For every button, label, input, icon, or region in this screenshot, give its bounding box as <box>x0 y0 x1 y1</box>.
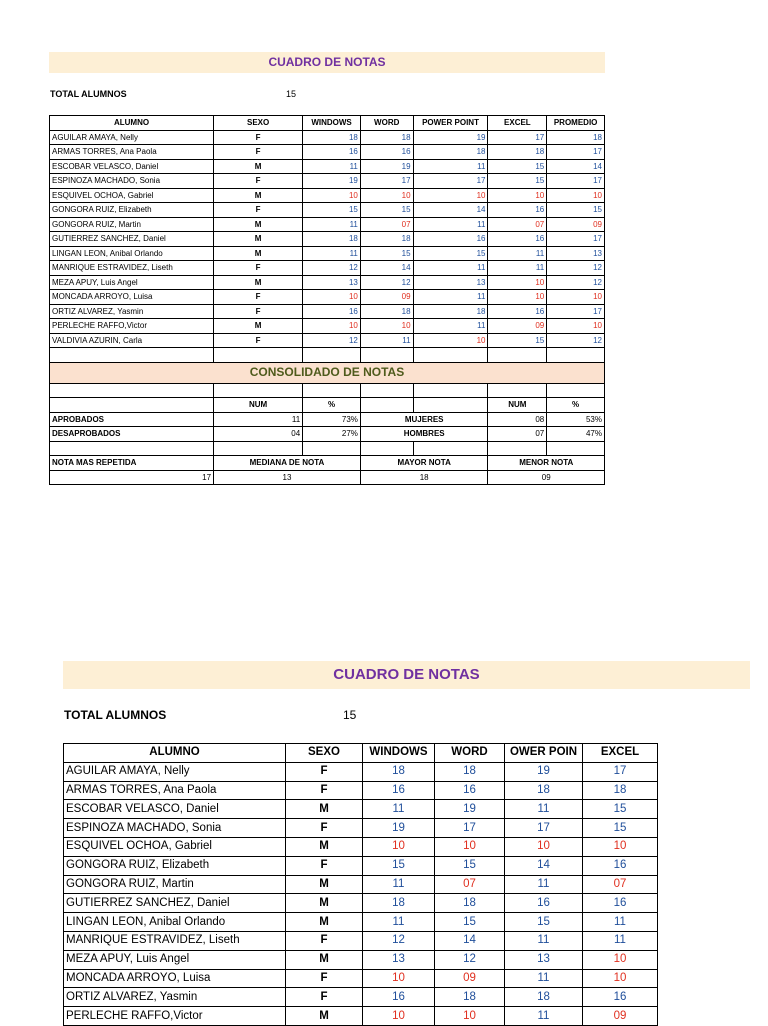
grade-excel: 16 <box>583 894 658 913</box>
grade-excel: 11 <box>488 246 547 261</box>
stats-value-row <box>50 470 605 485</box>
grade-promedio: 15 <box>547 203 605 218</box>
student-sex: F <box>214 333 303 348</box>
grade-promedio: 17 <box>547 232 605 247</box>
grade-power-point: 11 <box>413 290 488 305</box>
student-name: MONCADA ARROYO, Luisa <box>64 969 286 988</box>
grade-power-point: 19 <box>505 762 583 781</box>
grade-word: 18 <box>435 894 505 913</box>
grade-word: 19 <box>360 159 413 174</box>
table-row <box>50 304 605 319</box>
header-windows: WINDOWS <box>363 744 435 763</box>
student-name: MEZA APUY, Luis Angel <box>50 275 214 290</box>
grade-power-point: 11 <box>413 319 488 334</box>
grade-word: 16 <box>435 781 505 800</box>
table-row <box>64 913 658 932</box>
grade-word: 09 <box>435 969 505 988</box>
grade-word: 07 <box>435 875 505 894</box>
grade-word: 18 <box>435 988 505 1007</box>
header-alumno: ALUMNO <box>64 744 286 763</box>
grade-excel: 16 <box>488 232 547 247</box>
student-sex: M <box>214 319 303 334</box>
consolidado-title-row <box>50 362 605 383</box>
grade-power-point: 11 <box>413 261 488 276</box>
table-row <box>64 1007 658 1026</box>
header-word: WORD <box>435 744 505 763</box>
grade-promedio: 12 <box>547 275 605 290</box>
num-header: NUM <box>488 398 547 413</box>
grade-excel: 16 <box>583 988 658 1007</box>
grade-power-point: 16 <box>413 232 488 247</box>
desaprobados-label: DESAPROBADOS <box>50 427 214 442</box>
desaprobados-pct: 27% <box>303 427 361 442</box>
grade-power-point: 14 <box>413 203 488 218</box>
student-name: LINGAN LEON, Anibal Orlando <box>50 246 214 261</box>
student-name: GONGORA RUIZ, Martin <box>64 875 286 894</box>
student-name: AGUILAR AMAYA, Nelly <box>64 762 286 781</box>
student-name: ESCOBAR VELASCO, Daniel <box>50 159 214 174</box>
grade-promedio: 12 <box>547 333 605 348</box>
grade-word: 19 <box>435 800 505 819</box>
header-row <box>64 744 658 763</box>
student-sex: M <box>214 217 303 232</box>
consolidado-title: CONSOLIDADO DE NOTAS <box>50 362 605 383</box>
grade-excel: 09 <box>488 319 547 334</box>
student-sex: M <box>286 950 363 969</box>
total-alumnos-value: 15 <box>343 708 357 722</box>
student-sex: M <box>286 800 363 819</box>
table-row <box>50 275 605 290</box>
table-row <box>50 290 605 305</box>
student-sex: F <box>214 261 303 276</box>
grade-word: 10 <box>435 1007 505 1026</box>
student-name: ESPINOZA MACHADO, Sonia <box>64 819 286 838</box>
grade-windows: 16 <box>363 781 435 800</box>
grade-word: 18 <box>435 762 505 781</box>
grade-windows: 16 <box>303 145 361 160</box>
table-row <box>64 969 658 988</box>
grade-word: 11 <box>360 333 413 348</box>
grade-promedio: 10 <box>547 319 605 334</box>
grade-windows: 11 <box>303 159 361 174</box>
grade-word: 18 <box>360 304 413 319</box>
nota-mas-repetida-value: 17 <box>50 470 214 485</box>
student-sex: M <box>214 232 303 247</box>
grade-word: 07 <box>360 217 413 232</box>
grade-power-point: 14 <box>505 856 583 875</box>
table-row <box>50 145 605 160</box>
grade-word: 16 <box>360 145 413 160</box>
mayor-nota-label: MAYOR NOTA <box>360 456 488 471</box>
student-sex: F <box>214 203 303 218</box>
student-name: PERLECHE RAFFO,Victor <box>50 319 214 334</box>
grade-word: 09 <box>360 290 413 305</box>
aprobados-pct: 73% <box>303 412 361 427</box>
student-name: GUTIERREZ SANCHEZ, Daniel <box>50 232 214 247</box>
grade-windows: 13 <box>363 950 435 969</box>
grade-excel: 10 <box>583 969 658 988</box>
grade-power-point: 11 <box>505 1007 583 1026</box>
table-row <box>50 333 605 348</box>
grade-word: 12 <box>360 275 413 290</box>
header-alumno: ALUMNO <box>50 116 214 131</box>
grade-windows: 11 <box>303 246 361 261</box>
student-sex: F <box>214 290 303 305</box>
student-sex: F <box>286 762 363 781</box>
header-excel: EXCEL <box>583 744 658 763</box>
table-row <box>50 203 605 218</box>
grade-excel: 07 <box>488 217 547 232</box>
grade-windows: 13 <box>303 275 361 290</box>
grade-promedio: 10 <box>547 188 605 203</box>
grade-word: 10 <box>435 837 505 856</box>
grade-windows: 10 <box>363 969 435 988</box>
student-name: GONGORA RUIZ, Martin <box>50 217 214 232</box>
grade-word: 17 <box>435 819 505 838</box>
student-name: GUTIERREZ SANCHEZ, Daniel <box>64 894 286 913</box>
grade-promedio: 18 <box>547 130 605 145</box>
grade-promedio: 13 <box>547 246 605 261</box>
grade-windows: 18 <box>363 762 435 781</box>
student-sex: M <box>214 159 303 174</box>
mujeres-num: 08 <box>488 412 547 427</box>
desaprobados-num: 04 <box>214 427 303 442</box>
hombres-label: HOMBRES <box>360 427 488 442</box>
grade-power-point: 18 <box>505 988 583 1007</box>
grade-power-point: 11 <box>505 800 583 819</box>
student-name: ORTIZ ALVAREZ, Yasmin <box>64 988 286 1007</box>
grade-windows: 12 <box>363 931 435 950</box>
table-row <box>50 188 605 203</box>
grade-word: 15 <box>435 913 505 932</box>
header-excel: EXCEL <box>488 116 547 131</box>
grade-windows: 10 <box>303 188 361 203</box>
grades-table <box>49 115 605 485</box>
student-sex: F <box>286 856 363 875</box>
grade-windows: 19 <box>303 174 361 189</box>
grade-excel: 10 <box>488 188 547 203</box>
grade-power-point: 10 <box>413 188 488 203</box>
total-alumnos-label: TOTAL ALUMNOS <box>50 89 127 99</box>
grade-excel: 18 <box>488 145 547 160</box>
grade-windows: 11 <box>303 217 361 232</box>
grade-word: 12 <box>435 950 505 969</box>
grade-power-point: 19 <box>413 130 488 145</box>
grade-power-point: 15 <box>413 246 488 261</box>
grade-excel: 17 <box>488 130 547 145</box>
student-sex: M <box>214 246 303 261</box>
mayor-nota-value: 18 <box>360 470 488 485</box>
grade-word: 15 <box>435 856 505 875</box>
grade-word: 17 <box>360 174 413 189</box>
header-sexo: SEXO <box>286 744 363 763</box>
grade-power-point: 10 <box>505 837 583 856</box>
grade-windows: 10 <box>303 319 361 334</box>
student-sex: F <box>214 145 303 160</box>
table-row <box>64 931 658 950</box>
table-row <box>50 232 605 247</box>
student-sex: F <box>214 174 303 189</box>
grade-power-point: 16 <box>505 894 583 913</box>
total-alumnos-label: TOTAL ALUMNOS <box>64 708 167 722</box>
student-name: ESQUIVEL OCHOA, Gabriel <box>64 837 286 856</box>
student-name: GONGORA RUIZ, Elizabeth <box>50 203 214 218</box>
header-sexo: SEXO <box>214 116 303 131</box>
table-row <box>64 875 658 894</box>
grade-windows: 16 <box>363 988 435 1007</box>
student-sex: F <box>286 819 363 838</box>
student-name: PERLECHE RAFFO,Victor <box>64 1007 286 1026</box>
grade-windows: 11 <box>363 913 435 932</box>
grade-windows: 12 <box>303 261 361 276</box>
spacer-row <box>50 441 605 456</box>
table-row <box>50 261 605 276</box>
student-name: MONCADA ARROYO, Luisa <box>50 290 214 305</box>
menor-nota-label: MENOR NOTA <box>488 456 605 471</box>
grade-power-point: 17 <box>505 819 583 838</box>
table-row <box>50 246 605 261</box>
grade-excel: 11 <box>583 931 658 950</box>
grade-windows: 15 <box>363 856 435 875</box>
table-row <box>64 950 658 969</box>
consolidado-header-row <box>50 398 605 413</box>
student-name: ESPINOZA MACHADO, Sonia <box>50 174 214 189</box>
grade-windows: 11 <box>363 800 435 819</box>
grade-word: 10 <box>360 319 413 334</box>
student-sex: M <box>286 837 363 856</box>
grade-power-point: 11 <box>413 217 488 232</box>
student-name: MANRIQUE ESTRAVIDEZ, Liseth <box>50 261 214 276</box>
grade-excel: 17 <box>583 762 658 781</box>
student-sex: F <box>286 781 363 800</box>
student-name: AGUILAR AMAYA, Nelly <box>50 130 214 145</box>
student-sex: M <box>286 875 363 894</box>
grade-excel: 16 <box>488 304 547 319</box>
grade-excel: 11 <box>488 261 547 276</box>
table-row <box>50 159 605 174</box>
grade-promedio: 17 <box>547 145 605 160</box>
grade-windows: 18 <box>303 232 361 247</box>
grade-excel: 11 <box>583 913 658 932</box>
table-row <box>64 781 658 800</box>
table-row <box>50 174 605 189</box>
student-name: ARMAS TORRES, Ana Paola <box>64 781 286 800</box>
grade-word: 14 <box>435 931 505 950</box>
aprobados-label: APROBADOS <box>50 412 214 427</box>
nota-mas-repetida-label: NOTA MAS REPETIDA <box>50 456 214 471</box>
pct-header: % <box>547 398 605 413</box>
grade-excel: 10 <box>583 950 658 969</box>
grade-power-point: 11 <box>413 159 488 174</box>
student-sex: F <box>286 988 363 1007</box>
grade-excel: 16 <box>488 203 547 218</box>
grade-power-point: 13 <box>413 275 488 290</box>
header-word: WORD <box>360 116 413 131</box>
grade-word: 15 <box>360 203 413 218</box>
student-sex: M <box>286 913 363 932</box>
grades-table-zoomed <box>63 743 658 1026</box>
grade-power-point: 10 <box>413 333 488 348</box>
grade-windows: 10 <box>363 837 435 856</box>
student-sex: M <box>286 1007 363 1026</box>
grade-windows: 10 <box>363 1007 435 1026</box>
grade-excel: 16 <box>583 856 658 875</box>
table-row <box>50 130 605 145</box>
grade-power-point: 11 <box>505 931 583 950</box>
header-power-point: POWER POINT <box>413 116 488 131</box>
grade-word: 18 <box>360 232 413 247</box>
table-row <box>64 819 658 838</box>
grade-excel: 18 <box>583 781 658 800</box>
student-sex: M <box>214 188 303 203</box>
grade-windows: 11 <box>363 875 435 894</box>
spacer-row <box>50 383 605 398</box>
grade-windows: 10 <box>303 290 361 305</box>
grade-promedio: 17 <box>547 304 605 319</box>
grade-windows: 15 <box>303 203 361 218</box>
grade-excel: 15 <box>583 819 658 838</box>
grade-windows: 12 <box>303 333 361 348</box>
grade-excel: 09 <box>583 1007 658 1026</box>
grade-word: 18 <box>360 130 413 145</box>
header-windows: WINDOWS <box>303 116 361 131</box>
grade-excel: 10 <box>488 290 547 305</box>
student-sex: M <box>214 275 303 290</box>
table-row <box>64 894 658 913</box>
table-row <box>64 856 658 875</box>
grade-power-point: 18 <box>505 781 583 800</box>
grade-excel: 10 <box>583 837 658 856</box>
hombres-num: 07 <box>488 427 547 442</box>
student-sex: F <box>214 304 303 319</box>
header-promedio: PROMEDIO <box>547 116 605 131</box>
table-row <box>64 837 658 856</box>
grade-promedio: 10 <box>547 290 605 305</box>
grade-promedio: 14 <box>547 159 605 174</box>
grade-excel: 15 <box>488 159 547 174</box>
student-name: ARMAS TORRES, Ana Paola <box>50 145 214 160</box>
pct-header: % <box>303 398 361 413</box>
grade-excel: 10 <box>488 275 547 290</box>
student-name: MANRIQUE ESTRAVIDEZ, Liseth <box>64 931 286 950</box>
student-sex: F <box>286 969 363 988</box>
mujeres-label: MUJERES <box>360 412 488 427</box>
aprobados-row <box>50 412 605 427</box>
grade-windows: 18 <box>363 894 435 913</box>
table-row <box>50 319 605 334</box>
table-row <box>64 988 658 1007</box>
grade-promedio: 12 <box>547 261 605 276</box>
mediana-value: 13 <box>214 470 361 485</box>
aprobados-num: 11 <box>214 412 303 427</box>
grade-power-point: 11 <box>505 969 583 988</box>
student-name: MEZA APUY, Luis Angel <box>64 950 286 969</box>
grade-power-point: 13 <box>505 950 583 969</box>
hombres-pct: 47% <box>547 427 605 442</box>
grade-word: 14 <box>360 261 413 276</box>
table-row <box>64 800 658 819</box>
student-name: ESQUIVEL OCHOA, Gabriel <box>50 188 214 203</box>
header-power-point: OWER POIN <box>505 744 583 763</box>
desaprobados-row <box>50 427 605 442</box>
page-title-zoomed: CUADRO DE NOTAS <box>63 661 750 689</box>
grade-windows: 19 <box>363 819 435 838</box>
page-title: CUADRO DE NOTAS <box>49 52 605 73</box>
grade-power-point: 18 <box>413 304 488 319</box>
student-name: GONGORA RUIZ, Elizabeth <box>64 856 286 875</box>
student-name: ESCOBAR VELASCO, Daniel <box>64 800 286 819</box>
student-name: VALDIVIA AZURIN, Carla <box>50 333 214 348</box>
grade-power-point: 17 <box>413 174 488 189</box>
student-name: ORTIZ ALVAREZ, Yasmin <box>50 304 214 319</box>
mediana-label: MEDIANA DE NOTA <box>214 456 361 471</box>
grade-word: 15 <box>360 246 413 261</box>
grade-word: 10 <box>360 188 413 203</box>
menor-nota-value: 09 <box>488 470 605 485</box>
student-name: LINGAN LEON, Anibal Orlando <box>64 913 286 932</box>
num-header: NUM <box>214 398 303 413</box>
student-sex: M <box>286 894 363 913</box>
grade-excel: 07 <box>583 875 658 894</box>
table-row <box>50 217 605 232</box>
mujeres-pct: 53% <box>547 412 605 427</box>
stats-label-row <box>50 456 605 471</box>
grade-windows: 18 <box>303 130 361 145</box>
grade-promedio: 09 <box>547 217 605 232</box>
grade-power-point: 11 <box>505 875 583 894</box>
spacer-row <box>50 348 605 363</box>
table-row <box>64 762 658 781</box>
grade-power-point: 18 <box>413 145 488 160</box>
grade-power-point: 15 <box>505 913 583 932</box>
grade-promedio: 17 <box>547 174 605 189</box>
total-alumnos-value: 15 <box>286 89 297 99</box>
grade-excel: 15 <box>488 333 547 348</box>
grade-excel: 15 <box>488 174 547 189</box>
header-row <box>50 116 605 131</box>
student-sex: F <box>214 130 303 145</box>
grade-excel: 15 <box>583 800 658 819</box>
student-sex: F <box>286 931 363 950</box>
grade-windows: 16 <box>303 304 361 319</box>
